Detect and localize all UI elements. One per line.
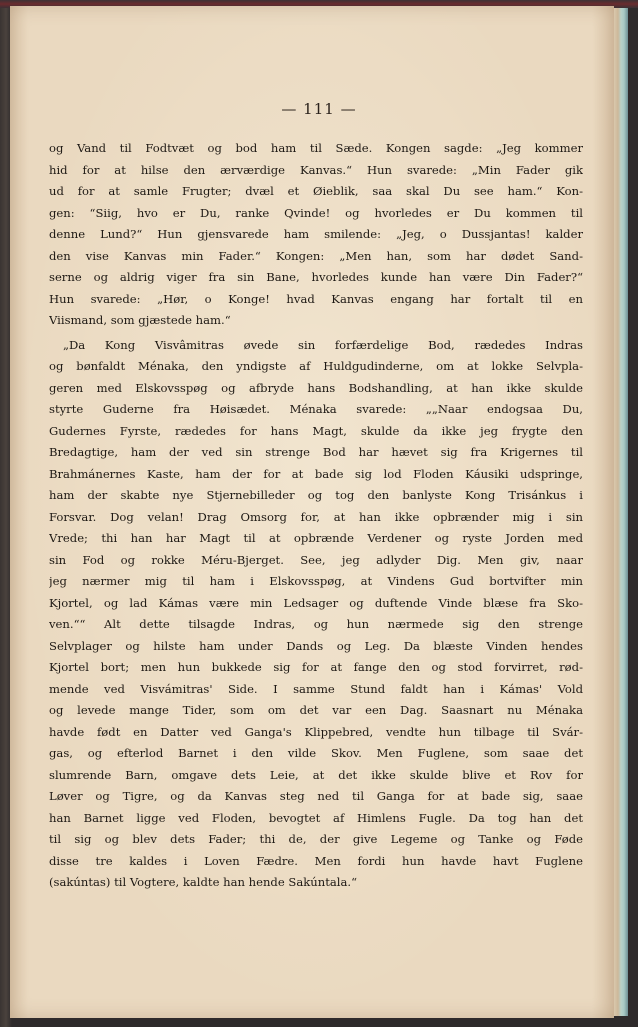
text-line: Forsvar. Dog velan! Drag Omsorg for, at han ikke opbrænder mig i sin	[49, 509, 583, 524]
text-line: havde født en Datter ved Ganga's Klippebred, vendte hun tilbage til Svár-	[49, 724, 583, 739]
text-line: (sakúntas) til Vogtere, kaldte han hende Sakúntala.“	[49, 875, 358, 889]
text-line: og levede mange Tider, som om det var een Dag. Saasnart nu Ménaka	[49, 703, 583, 717]
text-line: ven.““ Alt dette tilsagde Indras, og hun nærmede sig den strenge	[49, 617, 583, 631]
text-line: geren med Elskovsspøg og afbryde hans Bodshandling, at han ikke skulde	[49, 380, 583, 395]
text-line: gen: “Siig, hvo er Du, ranke Qvinde! og hvorledes er Du kommen til	[49, 205, 583, 220]
text-line: Hun svarede: „Hør, o Konge! hvad Kanvas engang har fortalt til en	[49, 291, 583, 306]
text-line: Selvplager og hilste ham under Dands og Leg. Da blæste Vinden hendes	[49, 638, 583, 653]
text-line: Viismand, som gjæstede ham.“	[49, 313, 231, 327]
text-line: og bønfaldt Ménaka, den yndigste af Huldgudinderne, om at lokke Selvpla-	[49, 359, 583, 373]
text-line: denne Lund?“ Hun gjensvarede ham smilende: „Jeg, o Dussjantas! kalder	[49, 227, 583, 241]
text-line: Brahmánernes Kaste, ham der for at bade sig lod Floden Káusiki udspringe,	[49, 466, 583, 481]
text-line: serne og aldrig viger fra sin Bane, hvorledes kunde han være Din Fader?“	[49, 270, 583, 284]
text-line: Vrede; thi han har Magt til at opbrænde Verdener og ryste Jorden med	[49, 531, 583, 545]
text-line: til sig og blev dets Fader; thi de, der give Legeme og Tanke og Føde	[49, 832, 583, 846]
text-line: sin Fod og rokke Méru-Bjerget. See, jeg adlyder Dig. Men giv, naar	[49, 552, 583, 567]
text-line: disse tre kaldes i Loven Fædre. Men fordi hun havde havt Fuglene	[49, 853, 583, 868]
paragraph-2	[49, 335, 583, 894]
page-stack-edge	[614, 8, 628, 1016]
text-line: ud for at samle Frugter; dvæl et Øieblik, saa skal Du see ham.“ Kon-	[49, 184, 583, 198]
text-line: slumrende Barn, omgave dets Leie, at det ikke skulde blive et Rov for	[49, 767, 583, 782]
text-line: ham der skabte nye Stjernebilleder og tog den banlyste Kong Trisánkus i	[49, 488, 583, 502]
text-line: mende ved Visvámitras' Side. I samme Stund faldt han i Kámas' Vold	[49, 681, 583, 696]
text-line: Løver og Tigre, og da Kanvas steg ned til Ganga for at bade sig, saae	[49, 789, 583, 803]
text-line: gas, og efterlod Barnet i den vilde Skov. Men Fuglene, som saae det	[49, 746, 583, 760]
text-line: Bredagtige, ham der ved sin strenge Bod har hævet sig fra Krigernes til	[49, 445, 583, 459]
page-number: — 111 —	[281, 100, 357, 118]
paragraph-1	[49, 138, 583, 332]
text-line: Kjortel bort; men hun bukkede sig for at fange den og stod forvirret, rød-	[49, 660, 583, 674]
text-line: Gudernes Fyrste, rædedes for hans Magt, skulde da ikke jeg frygte den	[49, 423, 583, 438]
text-line: hid for at hilse den ærværdige Kanvas.“ Hun svarede: „Min Fader gik	[49, 162, 583, 177]
text-line: han Barnet ligge ved Floden, bevogtet af Himlens Fugle. Da tog han det	[49, 810, 583, 825]
text-line: styrte Guderne fra Høisædet. Ménaka svarede: „„Naar endogsaa Du,	[49, 402, 583, 416]
text-line: den vise Kanvas min Fader.“ Kongen: „Men han, som har dødet Sand-	[49, 248, 583, 263]
text-line: jeg nærmer mig til ham i Elskovsspøg, at Vindens Gud bortvifter min	[49, 574, 583, 588]
text-line: Kjortel, og lad Kámas være min Ledsager og duftende Vinde blæse fra Sko-	[49, 595, 583, 610]
text-line: „Da Kong Visvâmitras øvede sin forfærdelige Bod, rædedes Indras	[63, 337, 583, 352]
text-line: og Vand til Fodtvæt og bod ham til Sæde. Kongen sagde: „Jeg kommer	[49, 141, 583, 155]
body-text	[49, 138, 583, 894]
